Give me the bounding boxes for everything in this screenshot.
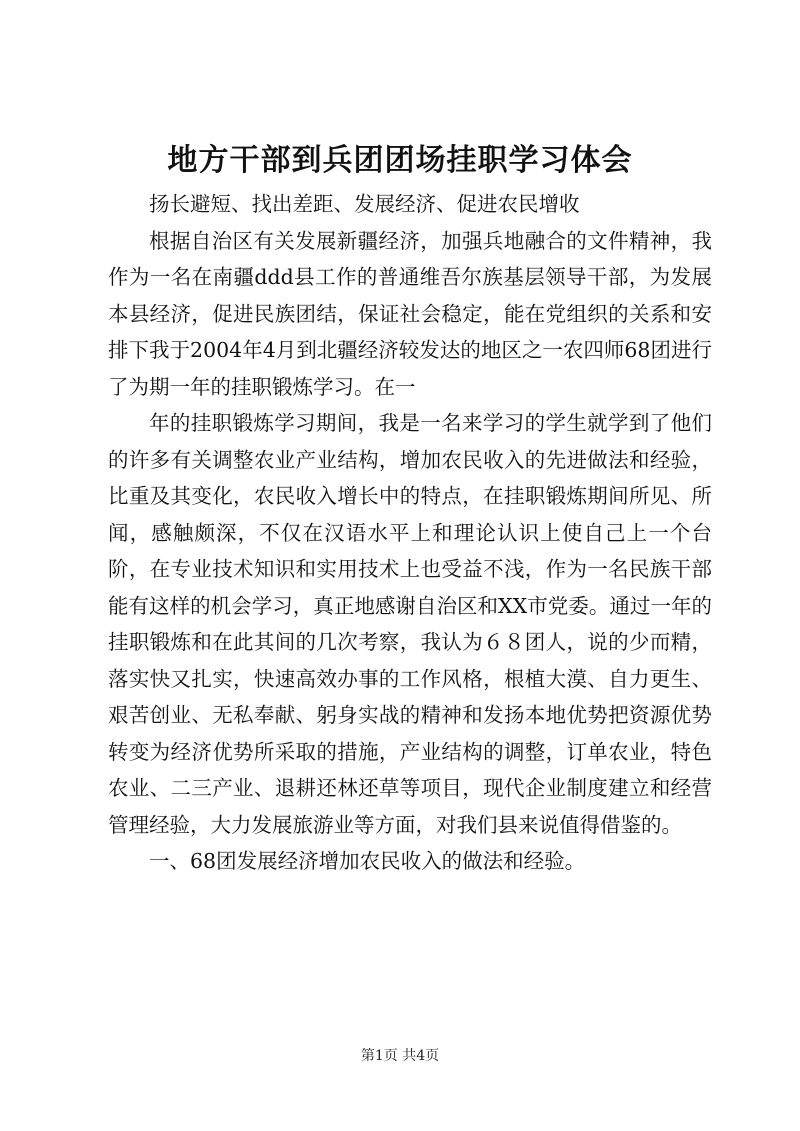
- page-footer: 第1页 共4页: [360, 1048, 440, 1064]
- document-title: 地方干部到兵团团场挂职学习体会: [167, 143, 633, 178]
- document-body: [108, 186, 712, 880]
- subtitle-paragraph: 扬长避短、找出差距、发展经济、促进农民增收: [149, 192, 580, 216]
- section-heading: 一、68团发展经济增加农民收入的做法和经验。: [149, 849, 586, 873]
- body-paragraph: 年的挂职锻炼学习期间，我是一名来学习的学生就学到了他们的许多有关调整农业产业结构，增加农民收入的先进做法和经验，比重及其变化，农民收入增长中的特点，在挂职锻炼期间所见、所闻，感触颇深，不仅在汉语水平上和理论认识上使自己上一个台阶，在专业技术知识和实用技术上也受益不浅，作为一名民族干部能有这样的机会学习，真正地感谢自治区和XX市党委。通过一年的挂职锻炼和在此其间的几次考察，我认为６８团人，说的少而精，落实快又扎实，快速高效办事的工作风格，根植大漠、自力更生、艰苦创业、无私奉献、躬身实战的精神和发扬本地优势把资源优势转变为经济优势所采取的措施，产业结构的调整，订单农业，特色农业、二三产业、退耕还林还草等项目，现代企业制度建立和经营管理经验，大力发展旅游业等方面，对我们县来说值得借鉴的。: [108, 411, 712, 837]
- body-paragraph: 根据自治区有关发展新疆经济，加强兵地融合的文件精神，我作为一名在南疆ddd县工作的普通维吾尔族基层领导干部，为发展本县经济，促进民族团结，保证社会稳定，能在党组织的关系和安排下我于2004年4月到北疆经济较发达的地区之一农四师68团进行了为期一年的挂职锻炼学习。在一: [108, 228, 712, 399]
